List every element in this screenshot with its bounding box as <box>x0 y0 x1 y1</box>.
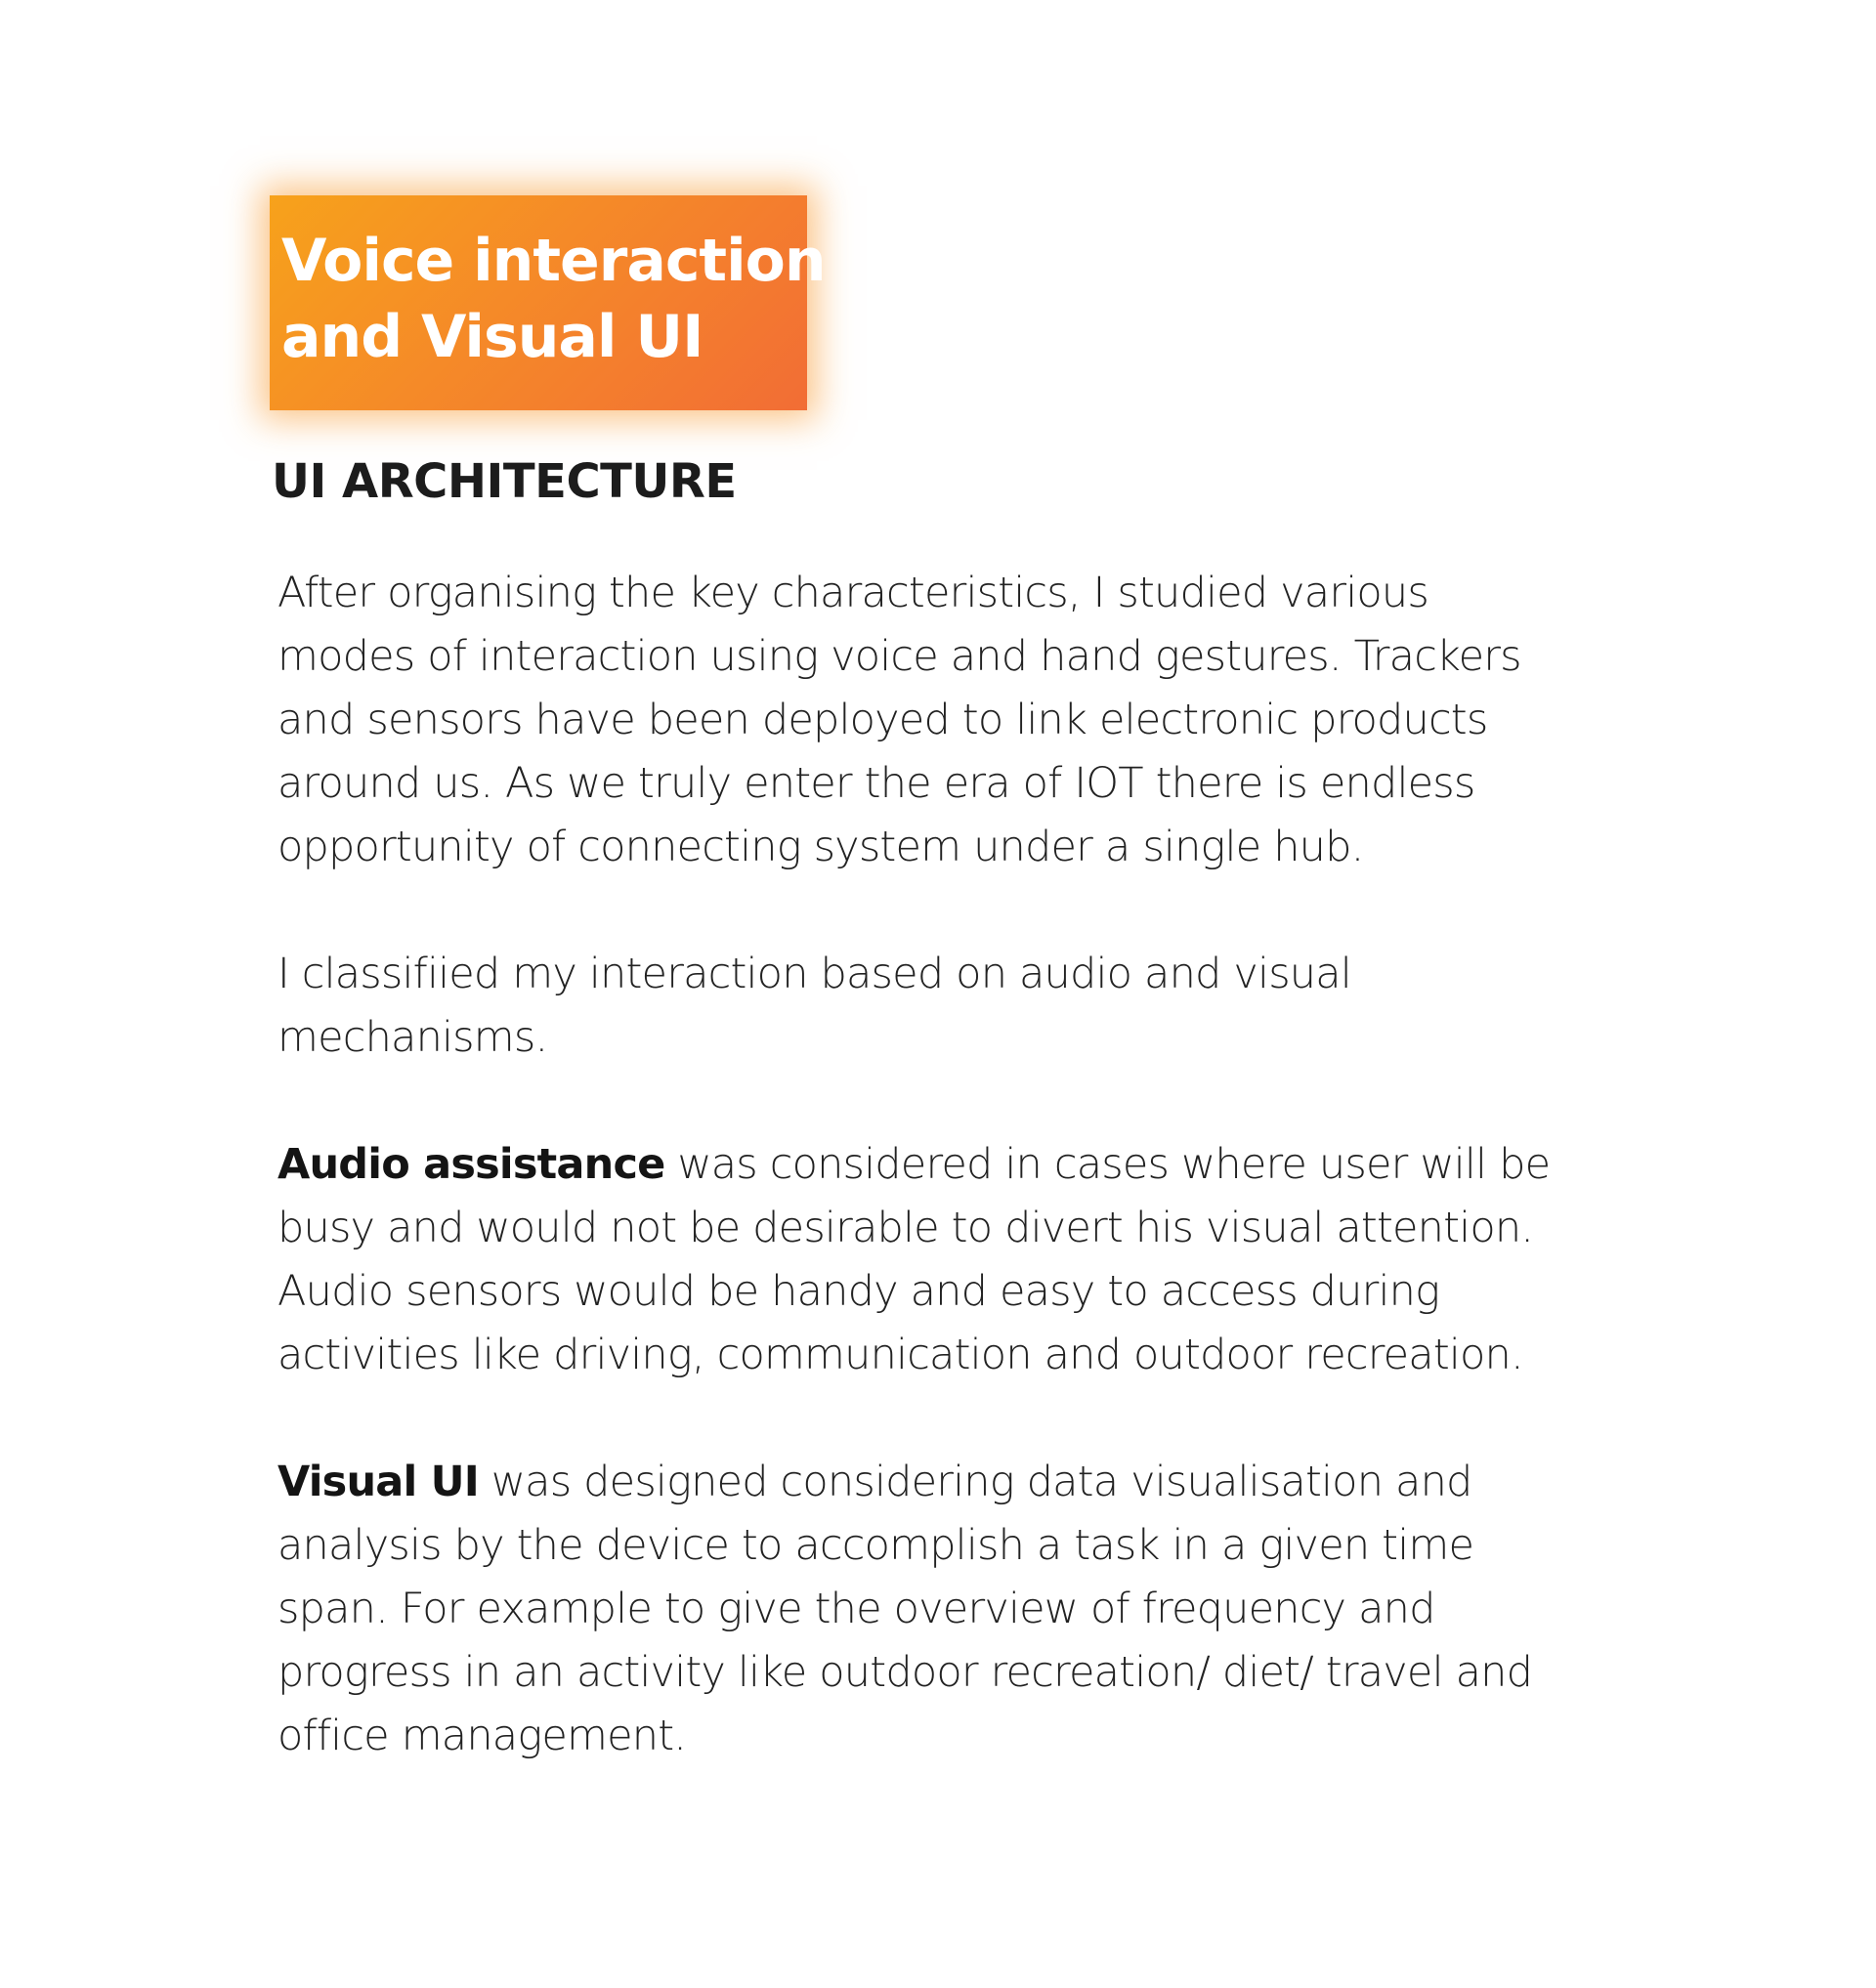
paragraph-line-rest: was designed considering data visualisation and <box>478 1458 1472 1506</box>
section-heading: UI ARCHITECTURE <box>272 454 737 509</box>
body-text <box>277 562 1684 1832</box>
paragraph-line: office management. <box>277 1712 687 1760</box>
paragraph-line: progress in an activity like outdoor recreation/ diet/ travel and <box>277 1648 1533 1697</box>
paragraph-line: I classifiied my interaction based on audio and visual <box>277 950 1351 998</box>
paragraph-line: analysis by the device to accomplish a task in a given time <box>277 1521 1474 1570</box>
visual-ui-lead: Visual UI <box>277 1458 479 1506</box>
paragraph-audio-assistance <box>277 1133 1684 1387</box>
paragraph-line-rest: was considered in cases where user will be <box>664 1140 1551 1189</box>
audio-assistance-lead: Audio assistance <box>277 1140 665 1189</box>
title-banner <box>270 195 826 410</box>
paragraph-visual-ui <box>277 1451 1684 1768</box>
paragraph-line: span. For example to give the overview of frequency and <box>277 1585 1435 1633</box>
paragraph-line: around us. As we truly enter the era of IOT there is endless <box>277 759 1475 808</box>
paragraph-line <box>277 1133 1684 1197</box>
paragraph-line: mechanisms. <box>277 1013 548 1062</box>
paragraph-line: modes of interaction using voice and hand gestures. Trackers <box>277 632 1521 681</box>
paragraph-line: busy and would not be desirable to divert his visual attention. <box>277 1204 1534 1252</box>
paragraph-line: opportunity of connecting system under a single hub. <box>277 823 1364 871</box>
paragraph-line: activities like driving, communication and outdoor recreation. <box>277 1331 1523 1379</box>
paragraph-intro <box>277 562 1684 879</box>
paragraph-classification <box>277 943 1684 1070</box>
paragraph-line: and sensors have been deployed to link electronic products <box>277 696 1488 744</box>
title-line-1: Voice interaction <box>281 227 826 295</box>
title-line-2: and Visual UI <box>281 303 704 371</box>
paragraph-line: Audio sensors would be handy and easy to access during <box>277 1267 1440 1316</box>
paragraph-line <box>277 1451 1684 1514</box>
paragraph-line: After organising the key characteristics, I studied various <box>277 569 1428 617</box>
